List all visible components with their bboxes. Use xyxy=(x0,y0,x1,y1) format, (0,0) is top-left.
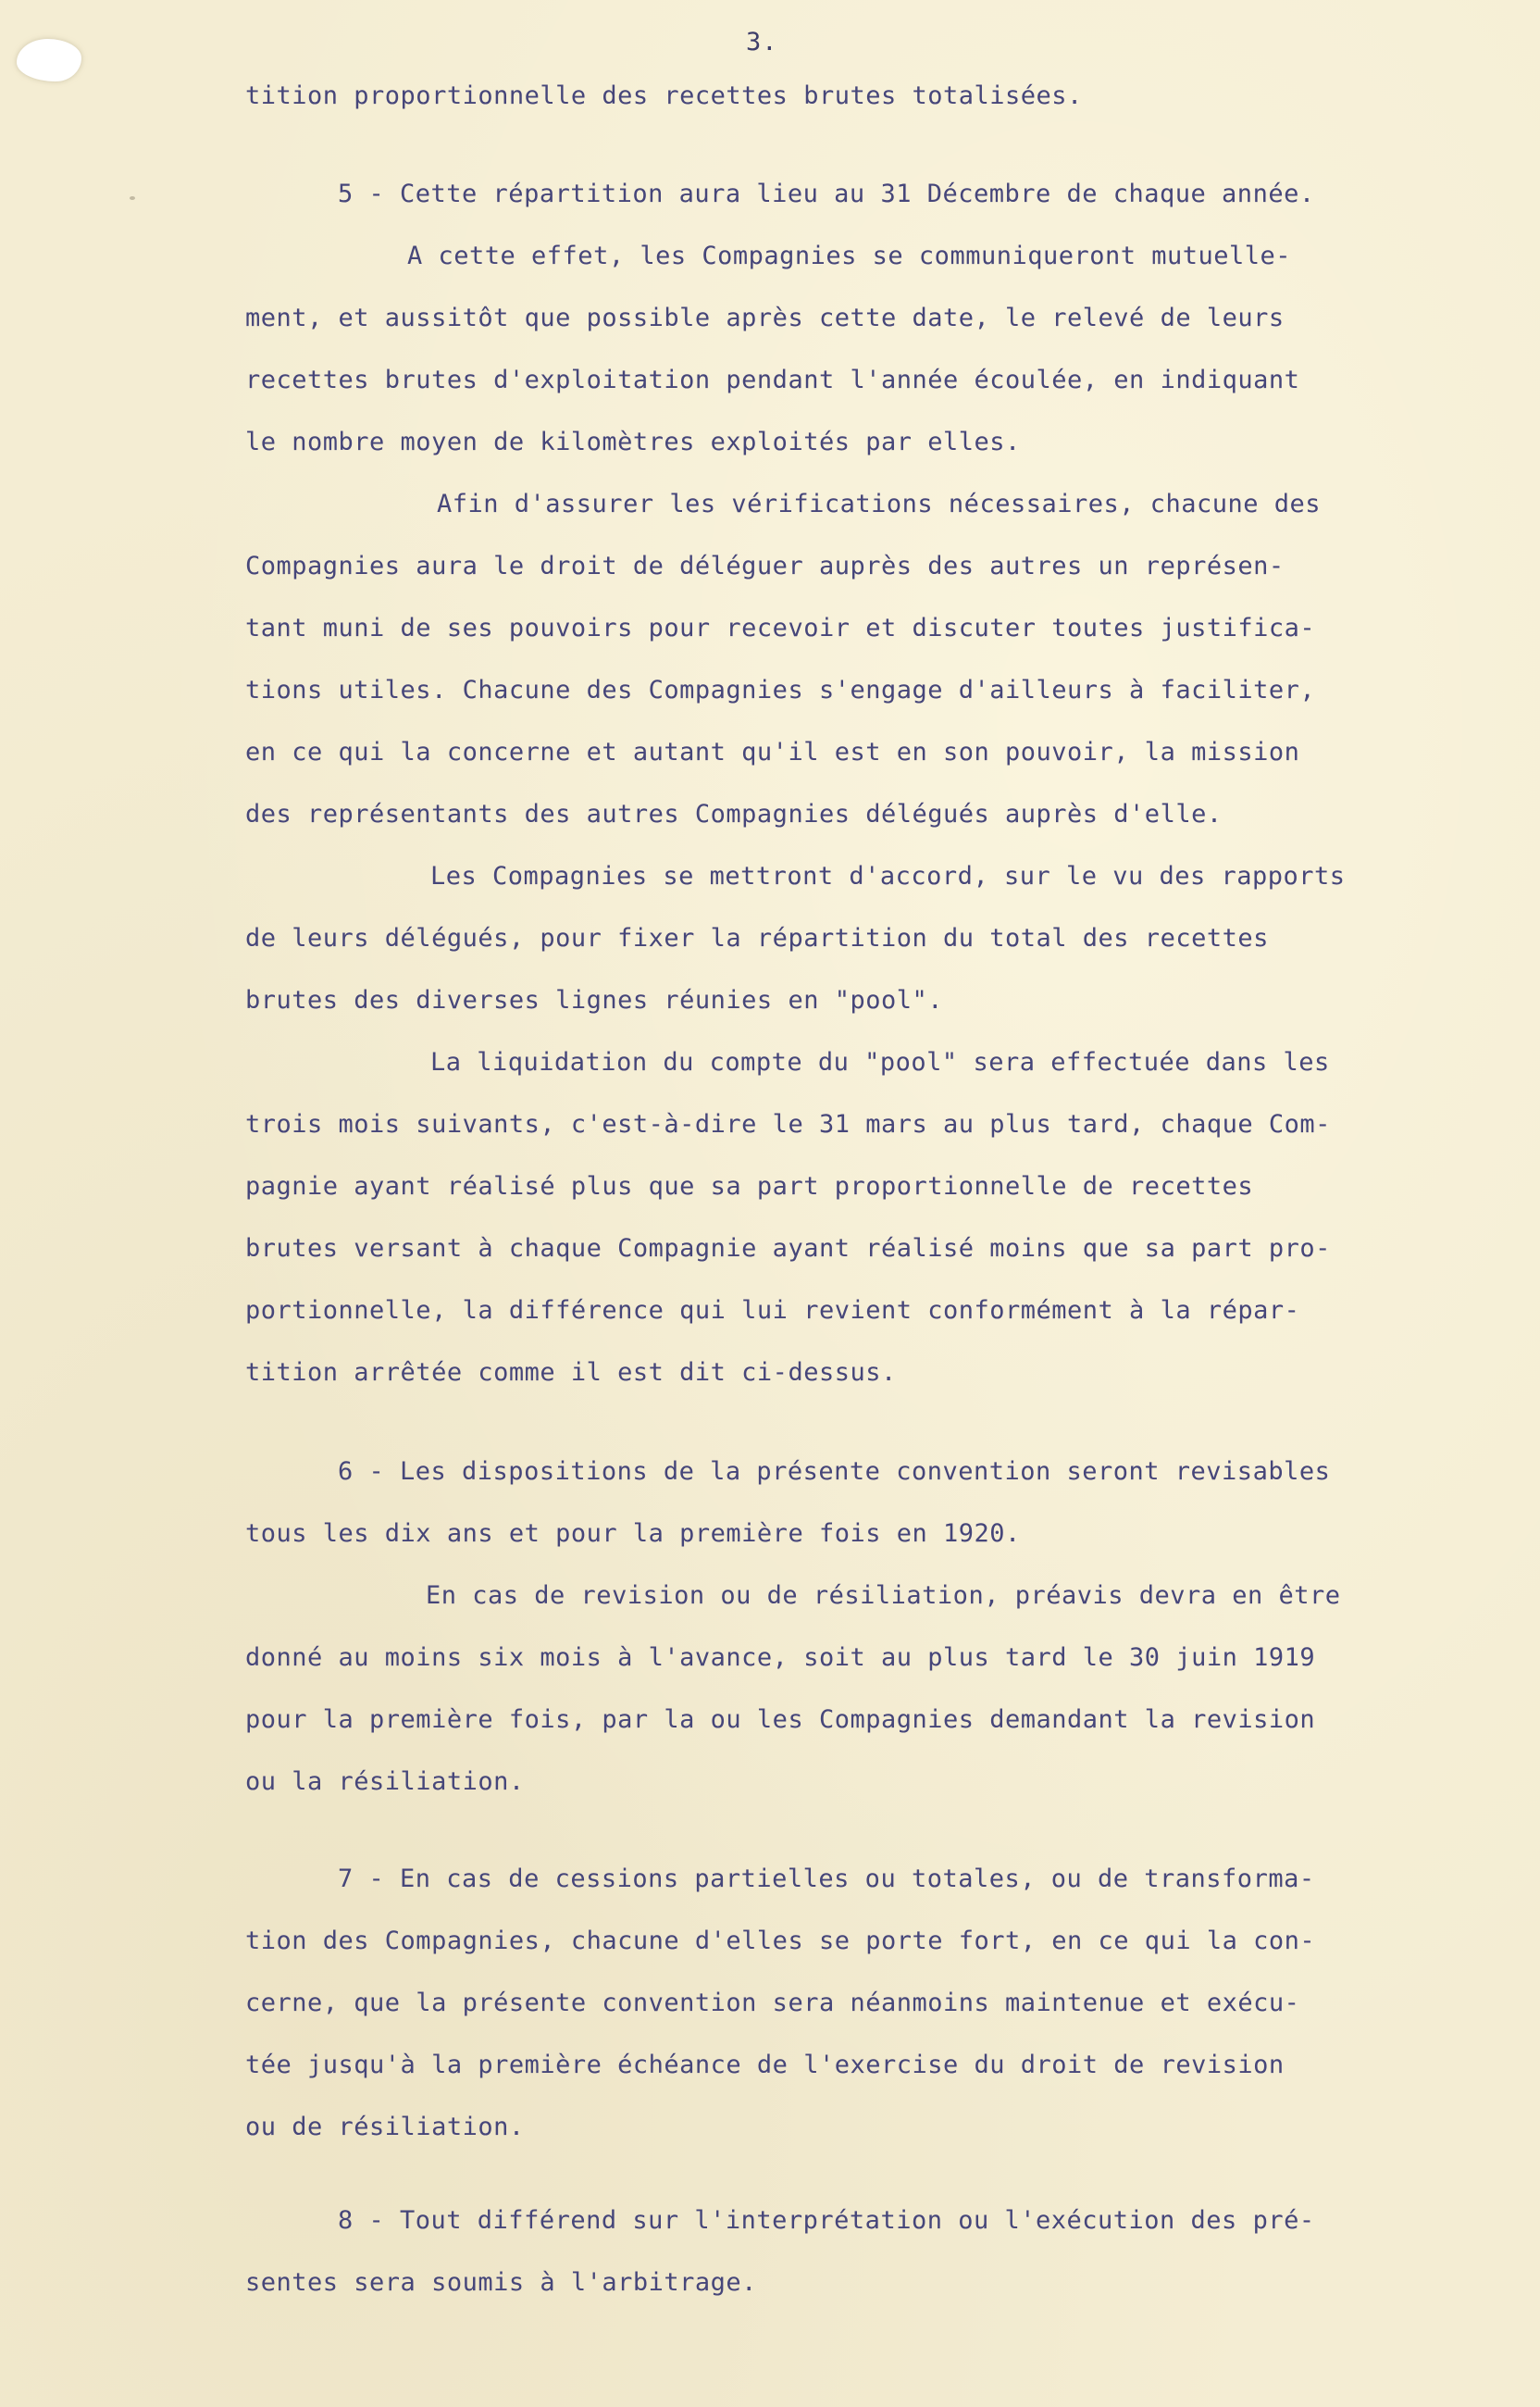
page-number: 3. xyxy=(746,28,778,56)
text-line: tant muni de ses pouvoirs pour recevoir et discuter toutes justifica- xyxy=(245,614,1316,642)
text-line: La liquidation du compte du "pool" sera effectuée dans les xyxy=(430,1048,1330,1077)
text-line: Les Compagnies se mettront d'accord, sur le vu des rapports xyxy=(430,862,1346,891)
text-line: des représentants des autres Compagnies délégués auprès d'elle. xyxy=(245,800,1223,829)
text-line: de leurs délégués, pour fixer la répartition du total des recettes xyxy=(245,924,1269,953)
text-line: tion des Compagnies, chacune d'elles se porte fort, en ce qui la con- xyxy=(245,1927,1316,1955)
text-line: le nombre moyen de kilomètres exploités par elles. xyxy=(245,428,1021,456)
text-line: sentes sera soumis à l'arbitrage. xyxy=(245,2268,757,2297)
text-line: brutes versant à chaque Compagnie ayant réalisé moins que sa part pro- xyxy=(245,1234,1331,1263)
text-line: Afin d'assurer les vérifications nécessaires, chacune des xyxy=(437,490,1322,518)
text-line: A cette effet, les Compagnies se communiqueront mutuelle- xyxy=(407,242,1292,270)
text-line: tous les dix ans et pour la première fois en 1920. xyxy=(245,1519,1021,1548)
text-line: cerne, que la présente convention sera néanmoins maintenue et exécu- xyxy=(245,1989,1300,2017)
section-8-heading-line: 8 - Tout différend sur l'interprétation ou l'exécution des pré- xyxy=(338,2206,1315,2235)
text-line: portionnelle, la différence qui lui revient conformément à la répar- xyxy=(245,1296,1300,1325)
text-line: brutes des diverses lignes réunies en "pool". xyxy=(245,986,943,1015)
text-line: ou la résiliation. xyxy=(245,1767,525,1796)
section-6-heading-line: 6 - Les dispositions de la présente convention seront revisables xyxy=(338,1457,1331,1486)
text-line: ment, et aussitôt que possible après cette date, le relevé de leurs xyxy=(245,304,1285,332)
torn-corner xyxy=(17,39,81,81)
ink-speck xyxy=(130,196,135,200)
text-line: trois mois suivants, c'est-à-dire le 31 mars au plus tard, chaque Com- xyxy=(245,1110,1331,1139)
text-line: En cas de revision ou de résiliation, préavis devra en être xyxy=(426,1581,1341,1610)
text-line: tition proportionnelle des recettes brutes totalisées. xyxy=(245,81,1083,110)
text-line: donné au moins six mois à l'avance, soit au plus tard le 30 juin 1919 xyxy=(245,1643,1316,1672)
text-line: tition arrêtée comme il est dit ci-dessus. xyxy=(245,1358,897,1387)
section-5-heading-line: 5 - Cette répartition aura lieu au 31 Décembre de chaque année. xyxy=(338,180,1315,208)
text-line: pour la première fois, par la ou les Compagnies demandant la revision xyxy=(245,1705,1316,1734)
text-line: en ce qui la concerne et autant qu'il est en son pouvoir, la mission xyxy=(245,738,1300,767)
text-line: ou de résiliation. xyxy=(245,2113,525,2141)
text-line: pagnie ayant réalisé plus que sa part proportionnelle de recettes xyxy=(245,1172,1254,1201)
text-line: Compagnies aura le droit de déléguer auprès des autres un représen- xyxy=(245,552,1285,580)
text-line: tée jusqu'à la première échéance de l'exercise du droit de revision xyxy=(245,2051,1285,2079)
text-line: tions utiles. Chacune des Compagnies s'engage d'ailleurs à faciliter, xyxy=(245,676,1316,705)
text-line: recettes brutes d'exploitation pendant l'année écoulée, en indiquant xyxy=(245,366,1300,394)
section-7-heading-line: 7 - En cas de cessions partielles ou totales, ou de transforma- xyxy=(338,1864,1315,1893)
